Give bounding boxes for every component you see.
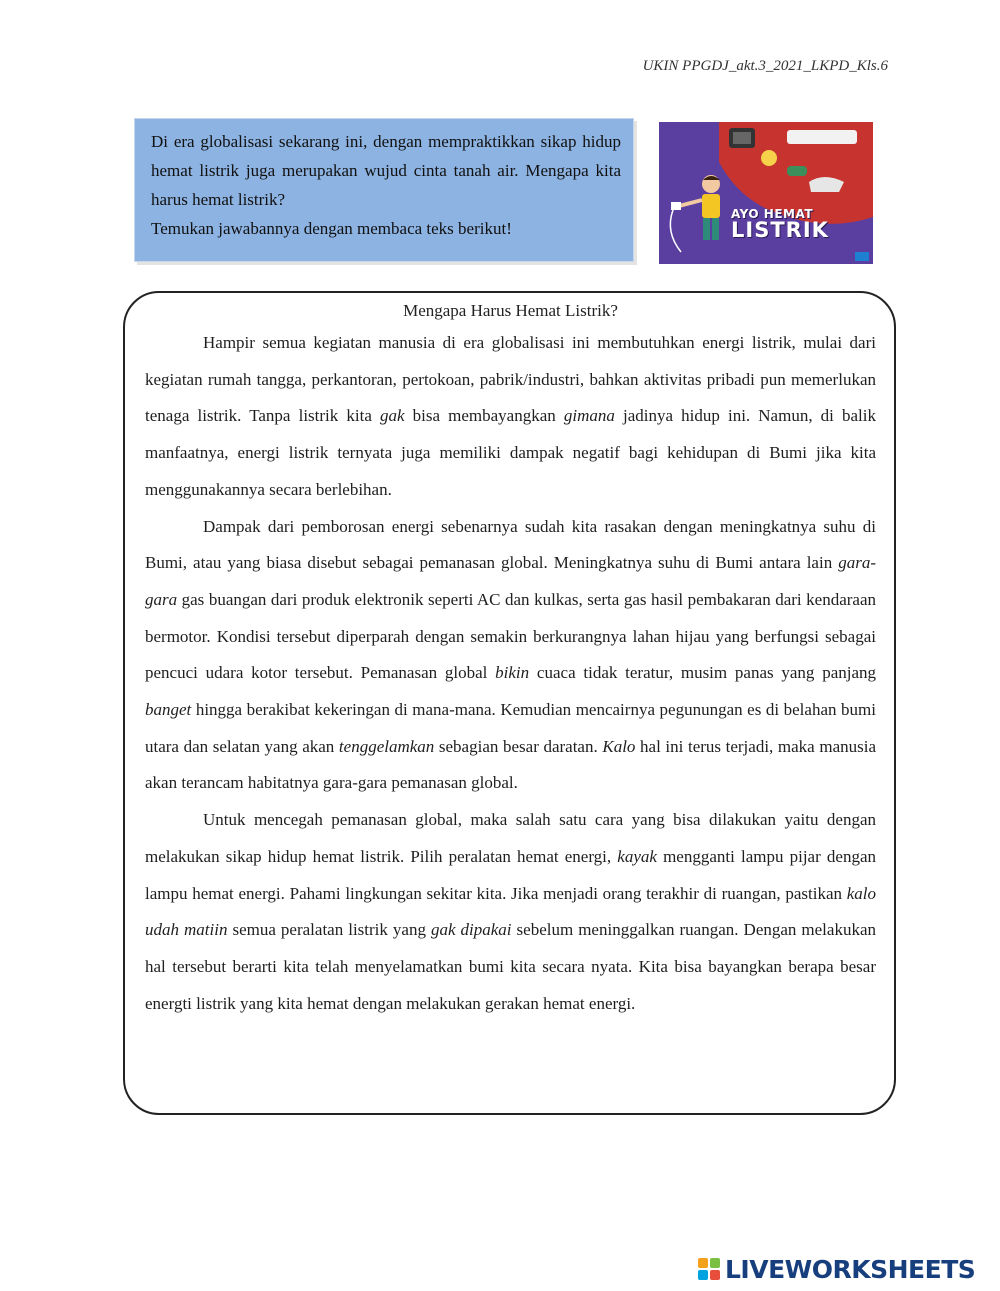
poster-title <box>731 208 829 241</box>
poster-title-small: AYO HEMAT <box>731 207 814 221</box>
logo-square-2 <box>710 1258 720 1268</box>
p1-text-a: Hampir semua kegiatan manusia di era globalisasi ini membutuhkan energi listrik, mulai dari kegiatan rumah tangga, perkantoran, pertokoan, pabrik/industri, bahkan aktivitas pribadi pun memerlukan tenaga listrik. Tanpa listrik kita <box>145 333 876 426</box>
liveworksheets-logo[interactable] <box>698 1254 975 1284</box>
poster-image <box>659 122 873 264</box>
p2-emphasis-2: bikin <box>495 663 530 683</box>
p3-text-b: mengganti lampu pijar dengan lampu hemat energi. Pahami lingkungan sekitar kita. Jika menjadi orang terakhir di ruangan, pastikan <box>145 846 877 903</box>
poster-title-big: LISTRIK <box>731 218 829 242</box>
p3-emphasis-1: kayak <box>617 846 657 866</box>
p2-text-a: Dampak dari pemborosan energi sebenarnya sudah kita rasakan dengan meningkatnya suhu di Bumi, atau yang biasa disebut sebagai pemanasan global. Meningkatnya suhu di Bumi antara lain <box>145 516 876 573</box>
p2-text-c: cuaca tidak teratur, musim panas yang panjang <box>529 663 877 683</box>
intro-question: Di era globalisasi sekarang ini, dengan mempraktikkan sikap hidup hemat listrik juga merupakan wujud cinta tanah air. Mengapa kita harus hemat listrik? <box>151 132 621 209</box>
p3-text-a: Untuk mencegah pemanasan global, maka salah satu cara yang bisa dilakukan yaitu dengan melakukan sikap hidup hemat listrik. Pilih peralatan hemat energi, <box>145 810 876 866</box>
p2-text-b: gas buangan dari produk elektronik seperti AC dan kulkas, serta gas hasil pembakaran dari kendaraan bermotor. Kondisi tersebut diperparah dengan semakin berkurangnya lahan hijau yang berfungsi sebagai pencuci udara kotor tersebut. Pemanasan global <box>145 589 876 683</box>
p2-emphasis-1: gara-gara <box>145 553 876 609</box>
p2-emphasis-4: tenggelamkan <box>338 736 435 756</box>
logo-square-3 <box>698 1270 708 1280</box>
liveworksheets-text: LIVEWORKSHEETS <box>725 1254 976 1284</box>
p1-emphasis-1: gak <box>379 406 405 426</box>
p1-text-c: jadinya hidup ini. Namun, di balik manfaatnya, energi listrik ternyata juga memiliki dampak negatif bagi kehidupan di Bumi jika kita menggunakannya secara berlebihan. <box>145 406 877 499</box>
p3-emphasis-3: gak dipakai <box>430 920 512 940</box>
p2-text-f: hal ini terus terjadi, maka manusia akan terancam habitatnya gara-gara pemanasan global. <box>145 736 876 793</box>
liveworksheets-icon <box>698 1258 720 1280</box>
p3-emphasis-2: kalo udah matiin <box>145 883 876 940</box>
article-paragraph-3 <box>145 802 876 1022</box>
logo-square-1 <box>698 1258 708 1268</box>
p2-emphasis-3: banget <box>145 700 192 720</box>
article-title: Mengapa Harus Hemat Listrik? <box>403 301 618 320</box>
logo-square-4 <box>710 1270 720 1280</box>
p1-text-b: bisa membayangkan <box>404 406 564 426</box>
p2-text-e: sebagian besar daratan. <box>434 736 603 756</box>
article-paragraph-2 <box>145 509 876 803</box>
p3-text-c: semua peralatan listrik yang <box>227 920 431 940</box>
p2-text-d: hingga berakibat kekeringan di mana-mana. Kemudian mencairnya pegunungan es di belahan bumi utara dan selatan yang akan <box>145 700 876 756</box>
intro-instruction: Temukan jawabannya dengan membaca teks berikut! <box>151 219 512 238</box>
poster-illustration <box>659 122 873 264</box>
p2-emphasis-5: Kalo <box>602 736 636 756</box>
article-paragraph-1 <box>145 325 876 509</box>
article-box <box>123 291 896 1115</box>
document-code: UKIN PPGDJ_akt.3_2021_LKPD_Kls.6 <box>642 58 888 74</box>
p1-emphasis-2: gimana <box>563 406 615 426</box>
intro-box <box>134 118 634 262</box>
p3-text-d: sebelum meninggalkan ruangan. Dengan melakukan hal tersebut berarti kita telah menyelamatkan bumi kita secara nyata. Kita bisa bayangkan berapa besar energti listrik yang kita hemat dengan melakukan gerakan hemat energi. <box>145 920 877 1013</box>
